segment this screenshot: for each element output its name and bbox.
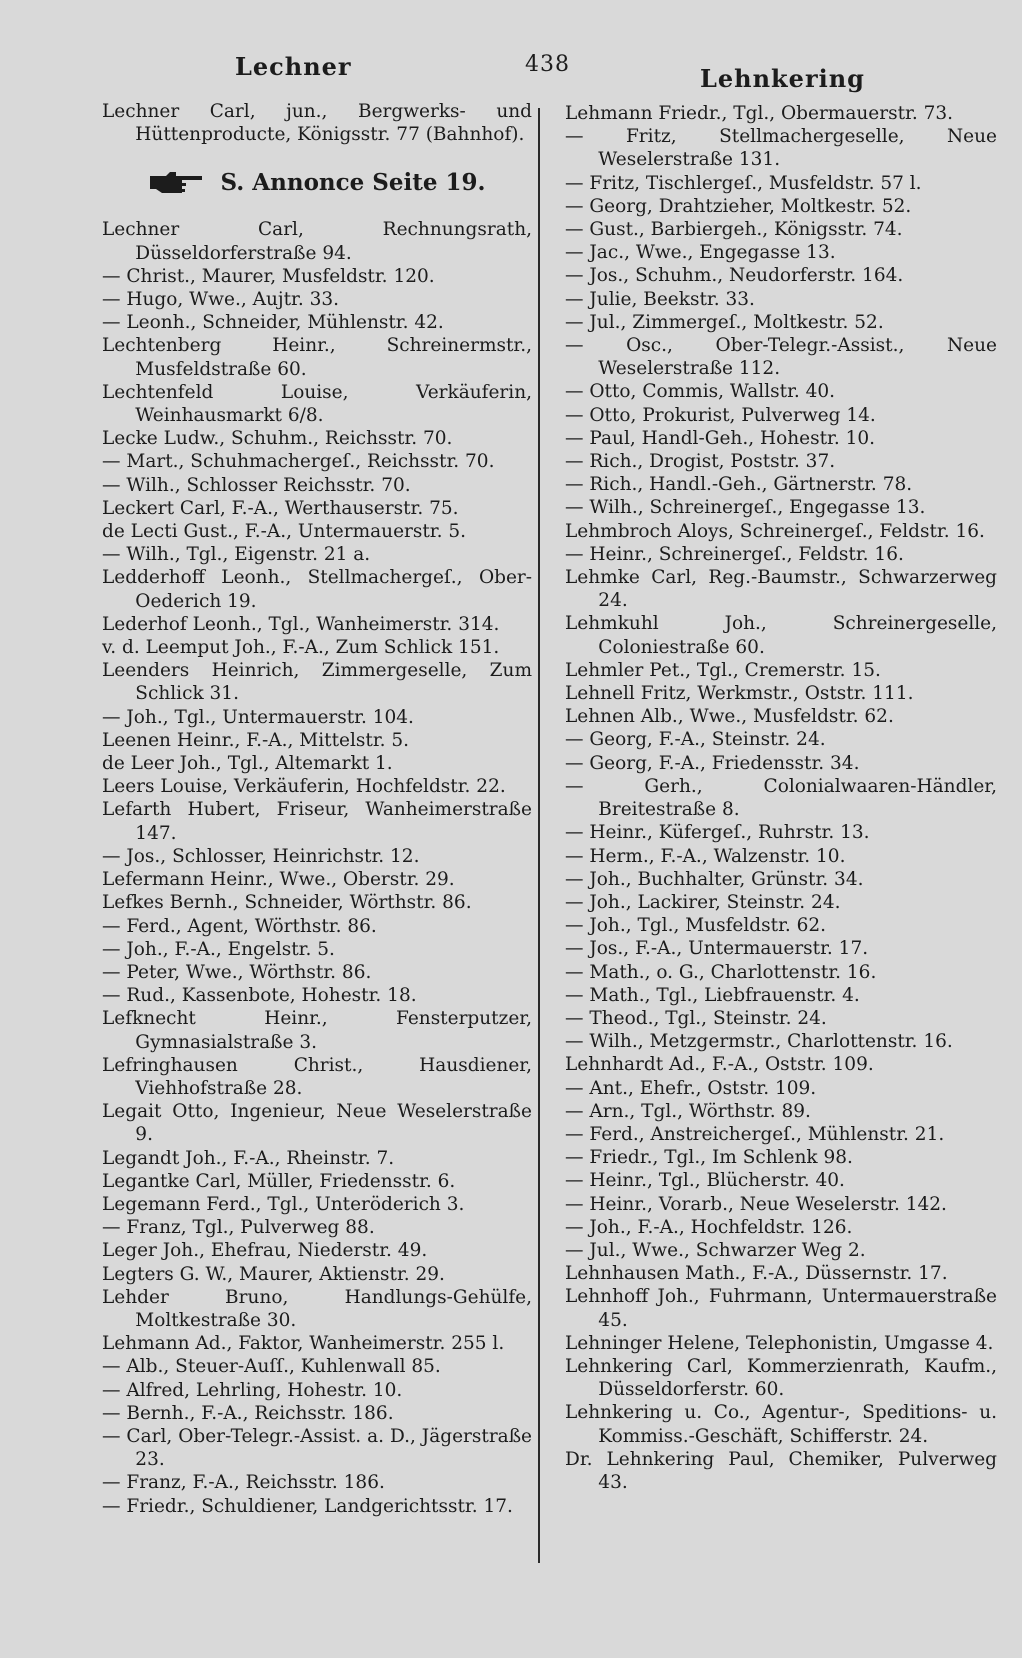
- list-item: Lehder Bruno, Handlungs-Gehülfe, Moltkestraße 30.: [102, 1286, 532, 1331]
- list-item: — Jos., Schlosser, Heinrichstr. 12.: [102, 845, 420, 867]
- list-item: — Joh., F.-A., Hochfeldstr. 126.: [565, 1216, 853, 1238]
- list-item: — Franz, F.-A., Reichsstr. 186.: [102, 1472, 385, 1494]
- list-item: Lechner Carl, jun., Bergwerks- und Hüttenproducte, Königsstr. 77 (Bahnhof).: [102, 101, 532, 146]
- pointing-hand-icon: [148, 170, 204, 194]
- list-item: Ledderhoff Leonh., Stellmachergeſ., Ober-Oederich 19.: [102, 567, 532, 612]
- list-item: — Bernh., F.-A., Reichsstr. 186.: [102, 1402, 394, 1424]
- list-item: — Carl, Ober-Telegr.-Assist. a. D., Jägerstraße 23.: [102, 1425, 532, 1471]
- list-item: — Georg, Drahtzieher, Moltkestr. 52.: [565, 195, 912, 217]
- list-item: Lehninger Helene, Telephonistin, Umgasse 4.: [565, 1332, 994, 1354]
- list-item: Lederhof Leonh., Tgl., Wanheimerstr. 314.: [102, 613, 500, 635]
- list-item: Leenen Heinr., F.-A., Mittelstr. 5.: [102, 729, 410, 751]
- list-item: — Joh., Lackirer, Steinstr. 24.: [565, 891, 841, 913]
- list-item: Dr. Lehnkering Paul, Chemiker, Pulverweg 43.: [565, 1448, 997, 1493]
- list-item: de Lecti Gust., F.-A., Untermauerstr. 5.: [102, 521, 467, 543]
- annonce-notice: [102, 146, 532, 218]
- column-divider: [538, 108, 540, 1563]
- list-item: — Osc., Ober-Telegr.-Assist., Neue Weselerstraße 112.: [565, 335, 997, 380]
- list-item: — Heinr., Schreinergeſ., Feldstr. 16.: [565, 543, 904, 565]
- list-item: — Otto, Commis, Wallstr. 40.: [565, 381, 836, 403]
- list-item: — Ferd., Anstreichergeſ., Mühlenstr. 21.: [565, 1123, 945, 1145]
- list-item: — Fritz, Stellmachergeselle, Neue Weselerstraße 131.: [565, 126, 997, 171]
- left-column: [102, 100, 532, 1518]
- list-item: — Heinr., Tgl., Blücherstr. 40.: [565, 1170, 845, 1192]
- header-left-keyword: Lechner: [235, 52, 352, 81]
- list-item: — Alb., Steuer-Auſſ., Kuhlenwall 85.: [102, 1356, 441, 1378]
- list-item: — Heinr., Vorarb., Neue Weselerstr. 142.: [565, 1193, 947, 1215]
- list-item: — Ferd., Agent, Wörthstr. 86.: [102, 915, 377, 937]
- list-item: Lechner Carl, Rechnungsrath, Düsseldorferstraße 94.: [102, 219, 532, 264]
- list-item: Lehnhardt Ad., F.-A., Oststr. 109.: [565, 1054, 874, 1076]
- list-item: — Arn., Tgl., Wörthstr. 89.: [565, 1100, 811, 1122]
- list-item: — Peter, Wwe., Wörthstr. 86.: [102, 961, 372, 983]
- list-item: — Christ., Maurer, Musfeldstr. 120.: [102, 265, 435, 287]
- list-item: — Paul, Handl-Geh., Hohestr. 10.: [565, 427, 876, 449]
- list-item: — Fritz, Tischlergeſ., Musfeldstr. 57 l.: [565, 172, 922, 194]
- right-column: [565, 102, 997, 1494]
- list-item: — Friedr., Tgl., Im Schlenk 98.: [565, 1147, 853, 1169]
- list-item: — Jos., Schuhm., Neudorferstr. 164.: [565, 265, 904, 287]
- list-item: — Jos., F.-A., Untermauerstr. 17.: [565, 938, 869, 960]
- list-item: Lehnen Alb., Wwe., Musfeldstr. 62.: [565, 706, 894, 728]
- list-item: — Jul., Zimmergeſ., Moltkestr. 52.: [565, 311, 884, 333]
- list-item: — Rud., Kassenbote, Hohestr. 18.: [102, 985, 417, 1007]
- list-item: Lehmbroch Aloys, Schreinergeſ., Feldstr. 16.: [565, 520, 985, 542]
- list-item: Lefknecht Heinr., Fensterputzer, Gymnasialstraße 3.: [102, 1008, 532, 1053]
- list-item: — Otto, Prokurist, Pulverweg 14.: [565, 404, 876, 426]
- list-item: Lefringhausen Christ., Hausdiener, Viehhofstraße 28.: [102, 1054, 532, 1099]
- list-item: — Theod., Tgl., Steinstr. 24.: [565, 1007, 827, 1029]
- list-item: — Jac., Wwe., Engegasse 13.: [565, 242, 836, 264]
- list-item: Lehnhoff Joh., Fuhrmann, Untermauerstraße 45.: [565, 1286, 997, 1331]
- list-item: Lehmler Pet., Tgl., Cremerstr. 15.: [565, 659, 881, 681]
- list-item: — Alfred, Lehrling, Hohestr. 10.: [102, 1379, 403, 1401]
- list-item: Legters G. W., Maurer, Aktienstr. 29.: [102, 1263, 445, 1285]
- list-item: Lefarth Hubert, Friseur, Wanheimerstraße 147.: [102, 799, 532, 844]
- list-item: — Wilh., Schlosser Reichsstr. 70.: [102, 474, 411, 496]
- list-item: de Leer Joh., Tgl., Altemarkt 1.: [102, 753, 393, 775]
- list-item: — Joh., Buchhalter, Grünstr. 34.: [565, 868, 864, 890]
- list-item: Lechtenfeld Louise, Verkäuferin, Weinhausmarkt 6/8.: [102, 381, 532, 427]
- list-item: Leckert Carl, F.-A., Werthauserstr. 75.: [102, 497, 459, 519]
- list-item: — Gust., Barbiergeh., Königsstr. 74.: [565, 219, 903, 241]
- list-item: — Math., o. G., Charlottenstr. 16.: [565, 961, 877, 983]
- list-item: — Joh., Tgl., Untermauerstr. 104.: [102, 706, 414, 728]
- list-item: — Ant., Ehefr., Oststr. 109.: [565, 1077, 817, 1099]
- list-item: — Math., Tgl., Liebfrauenstr. 4.: [565, 984, 860, 1006]
- annonce-text: S. Annonce Seite 19.: [220, 168, 486, 196]
- page-number: 438: [525, 52, 570, 77]
- list-item: Legait Otto, Ingenieur, Neue Weselerstraße 9.: [102, 1101, 532, 1146]
- list-item: — Rich., Handl.-Geh., Gärtnerstr. 78.: [565, 474, 913, 496]
- list-item: Lehmkuhl Joh., Schreinergeselle, Coloniestraße 60.: [565, 613, 997, 658]
- list-item: — Heinr., Küfergeſ., Ruhrstr. 13.: [565, 822, 870, 844]
- list-item: — Hugo, Wwe., Aujtr. 33.: [102, 289, 340, 311]
- list-item: Lehmann Ad., Faktor, Wanheimerstr. 255 l.: [102, 1333, 505, 1355]
- list-item: — Mart., Schuhmachergeſ., Reichsstr. 70.: [102, 451, 495, 473]
- list-item: Lehmke Carl, Reg.-Baumstr., Schwarzerweg 24.: [565, 567, 997, 612]
- list-item: — Julie, Beekstr. 33.: [565, 288, 755, 310]
- list-item: v. d. Leemput Joh., F.-A., Zum Schlick 151.: [102, 637, 500, 659]
- list-item: Lehnkering u. Co., Agentur-, Speditions- u. Kommiss.-Geschäft, Schifferstr. 24.: [565, 1402, 997, 1447]
- header-right-keyword: Lehnkering: [700, 64, 865, 93]
- list-item: — Franz, Tgl., Pulverweg 88.: [102, 1217, 375, 1239]
- list-item: — Leonh., Schneider, Mühlenstr. 42.: [102, 312, 444, 334]
- list-item: — Rich., Drogist, Poststr. 37.: [565, 451, 836, 473]
- list-item: — Jul., Wwe., Schwarzer Weg 2.: [565, 1239, 866, 1261]
- list-item: Lehnell Fritz, Werkmstr., Oststr. 111.: [565, 683, 914, 705]
- list-item: Leenders Heinrich, Zimmergeselle, Zum Schlick 31.: [102, 660, 532, 705]
- list-item: Lecke Ludw., Schuhm., Reichsstr. 70.: [102, 428, 453, 450]
- list-item: Leger Joh., Ehefrau, Niederstr. 49.: [102, 1240, 428, 1262]
- list-item: Lehnkering Carl, Kommerzienrath, Kaufm., Düsseldorferstr. 60.: [565, 1355, 997, 1401]
- list-item: — Wilh., Metzgermstr., Charlottenstr. 16.: [565, 1031, 953, 1053]
- list-item: Lefermann Heinr., Wwe., Oberstr. 29.: [102, 869, 455, 891]
- list-item: — Herm., F.-A., Walzenstr. 10.: [565, 845, 846, 867]
- list-item: Lechtenberg Heinr., Schreinermstr., Musfeldstraße 60.: [102, 335, 532, 380]
- list-item: — Friedr., Schuldiener, Landgerichtsstr. 17.: [102, 1495, 513, 1517]
- list-item: Lehnhausen Math., F.-A., Düssernstr. 17.: [565, 1263, 948, 1285]
- list-item: — Joh., Tgl., Musfeldstr. 62.: [565, 915, 827, 937]
- list-item: — Wilh., Schreinergeſ., Engegasse 13.: [565, 497, 926, 519]
- list-item: — Wilh., Tgl., Eigenstr. 21 a.: [102, 544, 371, 566]
- list-item: — Gerh., Colonialwaaren-Händler, Breitestraße 8.: [565, 775, 997, 821]
- list-item: — Joh., F.-A., Engelstr. 5.: [102, 938, 335, 960]
- list-item: Leers Louise, Verkäuferin, Hochfeldstr. 22.: [102, 776, 506, 798]
- list-item: Legantke Carl, Müller, Friedensstr. 6.: [102, 1170, 456, 1192]
- list-item: Legandt Joh., F.-A., Rheinstr. 7.: [102, 1147, 395, 1169]
- list-item: Lefkes Bernh., Schneider, Wörthstr. 86.: [102, 892, 472, 914]
- list-item: Lehmann Friedr., Tgl., Obermauerstr. 73.: [565, 103, 954, 124]
- list-item: — Georg, F.-A., Friedensstr. 34.: [565, 752, 860, 774]
- list-item: Legemann Ferd., Tgl., Unteröderich 3.: [102, 1193, 465, 1215]
- list-item: — Georg, F.-A., Steinstr. 24.: [565, 729, 826, 751]
